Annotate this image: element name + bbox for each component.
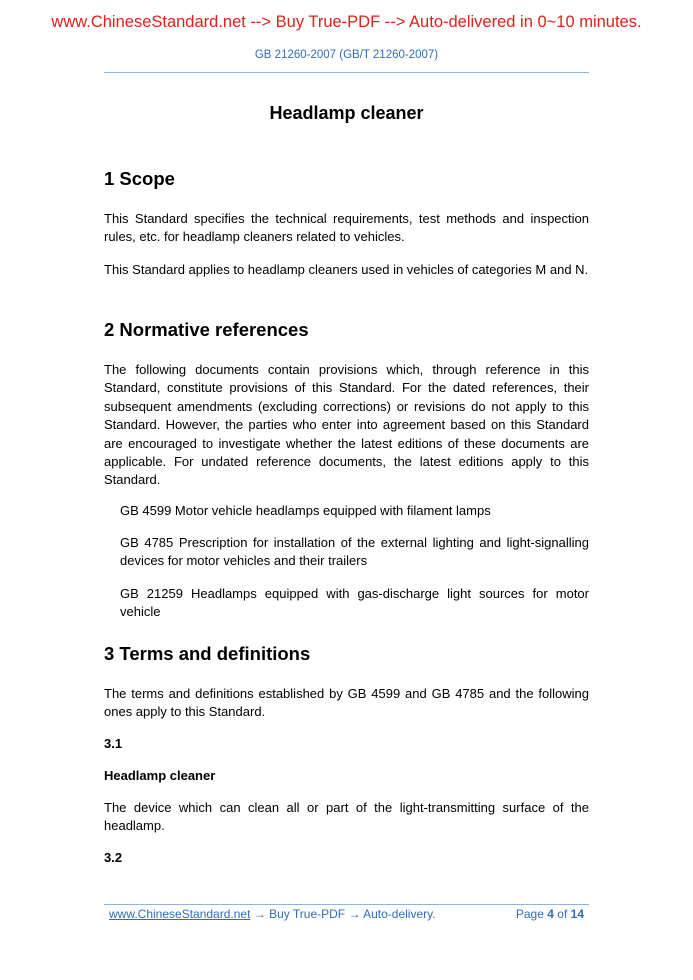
normative-paragraph-1: The following documents contain provisions which, through reference in this Standard, constitute provisions of this Standard. For the dated references, their subsequent amendments (excluding corrections) or revisions do not apply to this Standard. However, the parties who enter into agreement based on this Standard are encouraged to investigate whether the latest editions of these documents are applicable. For undated reference documents, the latest editions apply to this Standard.	[104, 362, 589, 488]
footer-promo-text: → Buy True-PDF → Auto-delivery.	[250, 907, 436, 921]
page-indicator: Page 4 of 14	[515, 907, 584, 921]
current-page: 4	[547, 907, 554, 921]
section-heading-scope: 1 Scope	[104, 168, 175, 189]
promo-banner[interactable]: www.ChineseStandard.net --> Buy True-PDF --> Auto-delivered in 0~10 minutes.	[51, 13, 642, 31]
scope-paragraph-2: This Standard applies to headlamp cleaners used in vehicles of categories M and N.	[104, 262, 589, 277]
page-footer	[109, 907, 584, 921]
standard-id-header: GB 21260-2007 (GB/T 21260-2007)	[254, 49, 439, 61]
total-pages: 14	[570, 907, 584, 921]
term-number: 3.2	[104, 850, 123, 865]
section-heading-terms: 3 Terms and definitions	[104, 643, 311, 664]
terms-paragraph-1: The terms and definitions established by GB 4599 and GB 4785 and the following ones apply to this Standard.	[104, 686, 589, 720]
term-number: 3.1	[104, 736, 123, 751]
section-heading-normative-references: 2 Normative references	[104, 319, 309, 340]
term-definition: The device which can clean all or part of the light-transmitting surface of the headlamp.	[104, 800, 589, 834]
reference-item: GB 4599 Motor vehicle headlamps equipped with filament lamps	[120, 503, 491, 518]
scope-paragraph-1: This Standard specifies the technical requirements, test methods and inspection rules, etc. for headlamp cleaners related to vehicles.	[104, 211, 589, 245]
footer-site-link[interactable]: www.ChineseStandard.net	[109, 907, 251, 921]
footer-divider	[104, 904, 589, 905]
reference-item: GB 4785 Prescription for installation of the external lighting and light-signalling devices for motor vehicles and their trailers	[120, 535, 589, 569]
term-name: Headlamp cleaner	[104, 768, 216, 783]
document-title: Headlamp cleaner	[269, 103, 424, 123]
reference-item: GB 21259 Headlamps equipped with gas-discharge light sources for motor vehicle	[120, 586, 589, 620]
